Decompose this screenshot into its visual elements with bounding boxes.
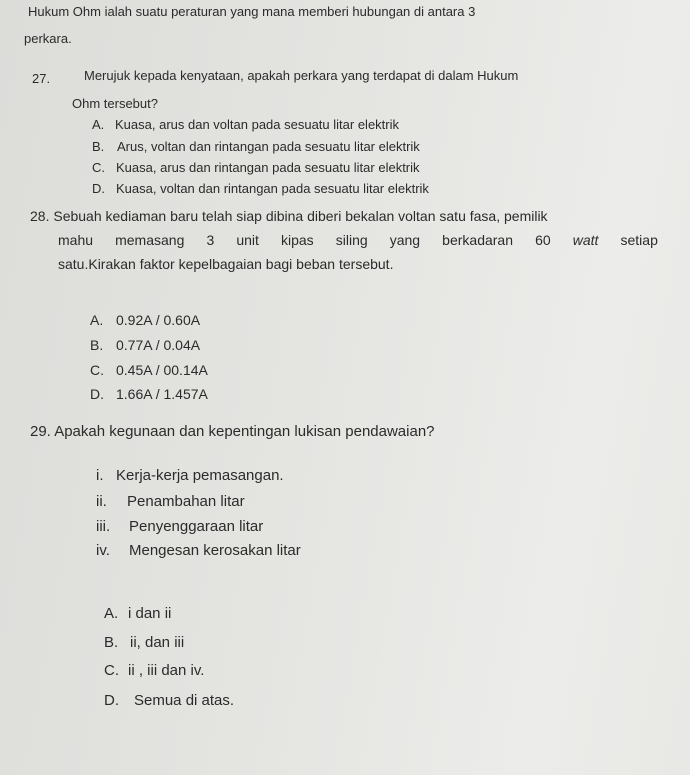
q29-option-b — [104, 634, 184, 651]
q28-option-b — [90, 337, 200, 353]
q27-stem-line-1: Merujuk kepada kenyataan, apakah perkara yang terdapat di dalam Hukum — [84, 68, 519, 83]
q28-option-c — [90, 362, 208, 378]
q27-option-d — [92, 181, 429, 196]
item-text: Mengesan kerosakan litar — [129, 542, 301, 559]
item-text: Penyenggaraan litar — [129, 518, 264, 535]
option-label: D. — [92, 181, 105, 196]
option-label: A. — [92, 117, 105, 132]
option-text: ii , iii dan iv. — [128, 662, 205, 679]
q29-item-i — [96, 467, 284, 484]
q29-option-d — [104, 692, 234, 709]
q28-word: setiap — [620, 232, 658, 248]
q29-option-a — [104, 605, 171, 622]
option-text: 0.92A / 0.60A — [116, 312, 201, 328]
option-label: D. — [104, 692, 119, 709]
option-label: B. — [104, 634, 119, 651]
option-text: 1.66A / 1.457A — [116, 386, 208, 402]
option-text: Kuasa, arus dan voltan pada sesuatu litar elektrik — [115, 117, 400, 132]
q29-item-iv — [96, 542, 301, 559]
q29-option-c — [104, 662, 204, 679]
q28-option-a — [90, 312, 200, 328]
item-text: Kerja-kerja pemasangan. — [116, 467, 284, 484]
option-text: 0.77A / 0.04A — [116, 337, 201, 353]
option-text: 0.45A / 00.14A — [116, 362, 208, 378]
intro-line-1: Hukum Ohm ialah suatu peraturan yang mana memberi hubungan di antara 3 — [28, 4, 476, 19]
q28-word: yang — [389, 232, 421, 248]
q28-stem-line-1: 28. Sebuah kediaman baru telah siap dibina diberi bekalan voltan satu fasa, pemilik — [30, 208, 548, 224]
roman-label: iii. — [96, 518, 111, 535]
option-label: B. — [92, 139, 105, 154]
intro-line-2: perkara. — [24, 31, 72, 46]
q28-word: 60 — [535, 232, 551, 248]
q29-item-iii — [96, 518, 263, 535]
option-label: C. — [92, 160, 105, 175]
q28-option-d — [90, 386, 208, 402]
option-label: A. — [90, 312, 104, 328]
q27-option-c — [92, 160, 420, 175]
option-label: D. — [90, 386, 104, 402]
roman-label: i. — [96, 467, 104, 484]
q28-stem-line-3: satu.Kirakan faktor kepelbagaian bagi beban tersebut. — [58, 256, 394, 272]
q28-word: unit — [236, 232, 259, 248]
roman-label: iv. — [96, 542, 110, 559]
option-text: Kuasa, arus dan rintangan pada sesuatu litar elektrik — [116, 160, 420, 175]
item-text: Penambahan litar — [127, 493, 245, 510]
q28-word: watt — [572, 232, 599, 248]
q28-word: 3 — [206, 232, 215, 248]
roman-label: ii. — [96, 493, 107, 510]
q27-stem-line-2: Ohm tersebut? — [72, 96, 158, 111]
option-label: C. — [104, 662, 119, 679]
q27-option-a — [92, 117, 399, 132]
q27-option-b — [92, 139, 420, 154]
q28-word: memasang — [115, 232, 185, 248]
q28-word: berkadaran — [442, 232, 513, 248]
q29-stem: 29. Apakah kegunaan dan kepentingan lukisan pendawaian? — [30, 423, 435, 440]
q28-word: siling — [335, 232, 368, 248]
option-label: C. — [90, 362, 104, 378]
q28-stem-line-2 — [58, 232, 658, 248]
q28-word: mahu — [58, 232, 94, 248]
option-text: Semua di atas. — [134, 692, 235, 709]
option-text: Kuasa, voltan dan rintangan pada sesuatu litar elektrik — [116, 181, 429, 196]
option-text: i dan ii — [128, 605, 172, 622]
option-label: B. — [90, 337, 104, 353]
option-text: ii, dan iii — [130, 634, 185, 651]
q29-item-ii — [96, 493, 245, 510]
q28-word: kipas — [280, 232, 314, 248]
option-text: Arus, voltan dan rintangan pada sesuatu litar elektrik — [117, 139, 420, 154]
option-label: A. — [104, 605, 119, 622]
q27-number: 27. — [32, 71, 51, 86]
